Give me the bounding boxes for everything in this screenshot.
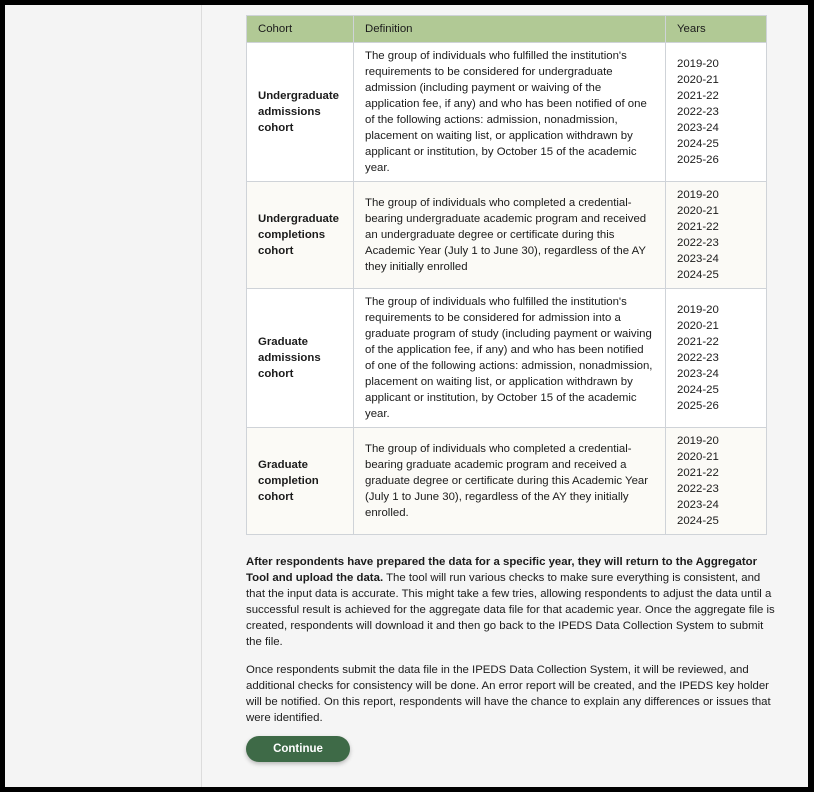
year-item: 2020-21 (677, 451, 719, 463)
year-item: 2023-24 (677, 122, 719, 134)
years-cell (666, 428, 767, 535)
review-paragraph: Once respondents submit the data file in the IPEDS Data Collection System, it will be reviewed, and additional checks for consistency will be done. An error report will be created, and the IPEDS key holder will be notified. On this report, respondents will have the chance to explain any differences or issues that were identified. (246, 664, 771, 724)
years-cell (666, 182, 767, 289)
year-item: 2020-21 (677, 74, 719, 86)
definition-cell: The group of individuals who completed a credential-bearing undergraduate academic program and received an undergraduate degree or certificate during this Academic Year (July 1 to June 30), regardless of the AY they initially enrolled (354, 182, 666, 289)
cohort-cell: Graduate admissions cohort (247, 289, 354, 428)
cohort-cell: Undergraduate admissions cohort (247, 43, 354, 182)
year-item: 2021-22 (677, 336, 719, 348)
year-item: 2022-23 (677, 106, 719, 118)
header-years: Years (666, 16, 767, 43)
year-item: 2022-23 (677, 352, 719, 364)
year-item: 2024-25 (677, 515, 719, 527)
year-item: 2020-21 (677, 205, 719, 217)
year-item: 2025-26 (677, 154, 719, 166)
table-row (247, 428, 767, 535)
year-item: 2024-25 (677, 269, 719, 281)
definition-cell: The group of individuals who completed a credential-bearing graduate academic program and received a graduate degree or certificate during this Academic Year (July 1 to June 30), regardless of the AY they initially enrolled. (354, 428, 666, 535)
header-cohort: Cohort (247, 16, 354, 43)
upload-paragraph (246, 554, 776, 650)
year-item: 2019-20 (677, 58, 719, 70)
year-item: 2023-24 (677, 253, 719, 265)
year-item: 2021-22 (677, 221, 719, 233)
cohort-cell: Graduate completion cohort (247, 428, 354, 535)
upload-paragraph-body: The tool will run various checks to make sure everything is consistent, and that the input data is accurate. This might take a few tries, allowing respondents to adjust the data until a successful result is achieved for the aggregate data file for that academic year. Once the aggregate file is created, respondents will download it and then go back to the IPEDS Data Collection System to submit the file. (246, 572, 775, 648)
year-item: 2019-20 (677, 189, 719, 201)
year-item: 2019-20 (677, 304, 719, 316)
years-cell (666, 289, 767, 428)
year-item: 2025-26 (677, 400, 719, 412)
table-row (247, 289, 767, 428)
year-item: 2024-25 (677, 138, 719, 150)
year-item: 2020-21 (677, 320, 719, 332)
year-item: 2022-23 (677, 483, 719, 495)
definition-cell: The group of individuals who fulfilled the institution's requirements to be considered for undergraduate admission (including payment or waiving of the application fee, if any) and who has been notified of one of the following actions: admission, nonadmission, placement on waiting list, or application withdrawn by applicant or institution, by October 15 of the academic year. (354, 43, 666, 182)
year-item: 2021-22 (677, 467, 719, 479)
year-item: 2023-24 (677, 368, 719, 380)
definition-cell: The group of individuals who fulfilled the institution's requirements to be considered for admission into a graduate program of study (including payment or waiving of the application fee, if any) and who has been notified of one of the following actions: admission, nonadmission, placement on waiting list, or application withdrawn by applicant or institution, by October 15 of the academic year. (354, 289, 666, 428)
years-cell (666, 43, 767, 182)
left-sidebar (5, 5, 202, 787)
cohort-table (246, 15, 767, 535)
table-row (247, 182, 767, 289)
year-item: 2021-22 (677, 90, 719, 102)
cohort-cell: Undergraduate completions cohort (247, 182, 354, 289)
year-item: 2023-24 (677, 499, 719, 511)
table-header-row (247, 16, 767, 43)
year-item: 2024-25 (677, 384, 719, 396)
header-definition: Definition (354, 16, 666, 43)
continue-button[interactable]: Continue (246, 736, 350, 762)
upload-paragraph-lead: After respondents have prepared the data for a specific year, they will return to the Aggregator Tool and upload the data. (246, 556, 758, 584)
year-item: 2019-20 (677, 435, 719, 447)
table-row (247, 43, 767, 182)
year-item: 2022-23 (677, 237, 719, 249)
